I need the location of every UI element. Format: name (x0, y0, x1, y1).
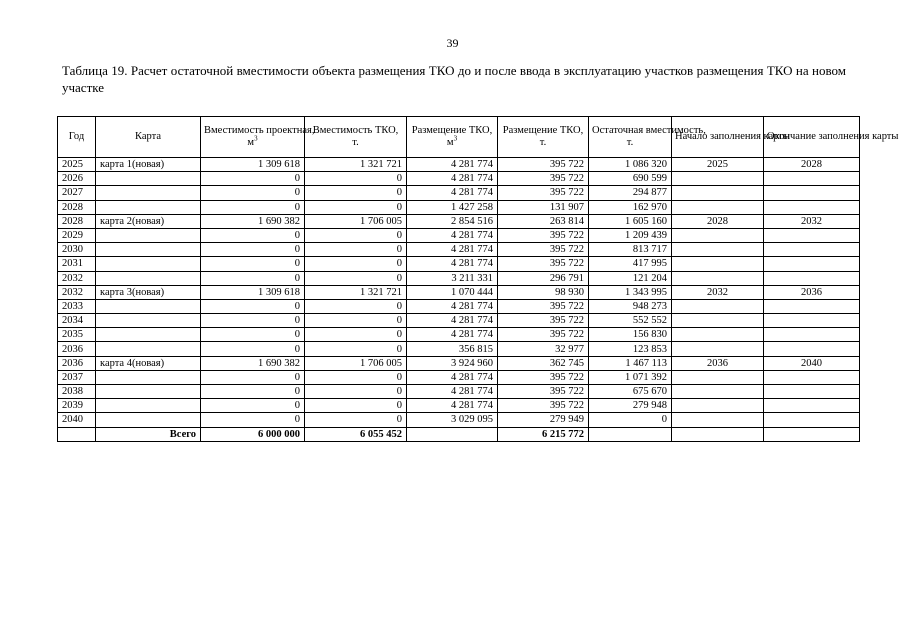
fill-end-cell (764, 200, 860, 214)
fill-end-cell: 2028 (764, 158, 860, 172)
fill-start-cell (672, 314, 764, 328)
design-capacity-cell: 1 309 618 (201, 285, 305, 299)
fill-start-cell (672, 228, 764, 242)
fill-end-cell: 2040 (764, 356, 860, 370)
table-row (58, 158, 860, 172)
total-placement-t-cell: 6 215 772 (498, 427, 589, 441)
table-row (58, 385, 860, 399)
fill-start-cell (672, 257, 764, 271)
design-capacity-cell: 0 (201, 399, 305, 413)
table-row (58, 243, 860, 257)
placement-m3-cell: 356 815 (407, 342, 498, 356)
placement-m3-cell: 4 281 774 (407, 314, 498, 328)
fill-end-cell (764, 186, 860, 200)
placement-m3-cell: 1 070 444 (407, 285, 498, 299)
table-row (58, 314, 860, 328)
residual-capacity-cell: 813 717 (589, 243, 672, 257)
placement-t-cell: 395 722 (498, 172, 589, 186)
year-cell: 2028 (58, 200, 96, 214)
fill-end-cell: 2032 (764, 214, 860, 228)
table-row (58, 399, 860, 413)
placement-t-cell: 395 722 (498, 370, 589, 384)
fill-start-cell: 2036 (672, 356, 764, 370)
year-cell: 2034 (58, 314, 96, 328)
tko-capacity-cell: 0 (305, 172, 407, 186)
placement-m3-cell: 4 281 774 (407, 370, 498, 384)
residual-capacity-cell: 552 552 (589, 314, 672, 328)
table-row (58, 285, 860, 299)
card-cell (96, 257, 201, 271)
placement-m3-cell: 4 281 774 (407, 243, 498, 257)
card-cell (96, 314, 201, 328)
placement-m3-cell: 4 281 774 (407, 385, 498, 399)
year-cell: 2030 (58, 243, 96, 257)
placement-t-cell: 395 722 (498, 299, 589, 313)
tko-capacity-cell: 0 (305, 271, 407, 285)
card-cell (96, 370, 201, 384)
year-cell: 2036 (58, 342, 96, 356)
fill-start-cell: 2028 (672, 214, 764, 228)
tko-capacity-cell: 0 (305, 228, 407, 242)
tko-capacity-cell: 0 (305, 200, 407, 214)
col-header-fill-end: Окончание заполнения карты (764, 117, 860, 158)
placement-t-cell: 395 722 (498, 328, 589, 342)
table-row (58, 257, 860, 271)
fill-end-cell (764, 385, 860, 399)
design-capacity-cell: 0 (201, 413, 305, 427)
fill-end-cell (764, 342, 860, 356)
tko-capacity-cell: 0 (305, 385, 407, 399)
tko-capacity-cell: 0 (305, 186, 407, 200)
design-capacity-cell: 0 (201, 228, 305, 242)
placement-t-cell: 395 722 (498, 186, 589, 200)
design-capacity-cell: 0 (201, 385, 305, 399)
residual-capacity-cell: 690 599 (589, 172, 672, 186)
table-row (58, 214, 860, 228)
page-number: 39 (446, 36, 459, 50)
design-capacity-cell: 0 (201, 271, 305, 285)
year-cell: 2039 (58, 399, 96, 413)
col-header-placement-t: Размещение ТКО, т. (498, 117, 589, 158)
tko-capacity-cell: 1 706 005 (305, 356, 407, 370)
placement-m3-cell: 4 281 774 (407, 186, 498, 200)
fill-end-cell (764, 314, 860, 328)
residual-capacity-cell: 1 071 392 (589, 370, 672, 384)
card-cell (96, 243, 201, 257)
design-capacity-cell: 0 (201, 172, 305, 186)
placement-t-cell: 395 722 (498, 228, 589, 242)
residual-capacity-cell: 156 830 (589, 328, 672, 342)
design-capacity-cell: 0 (201, 257, 305, 271)
header-row (58, 117, 860, 158)
placement-t-cell: 279 949 (498, 413, 589, 427)
placement-m3-cell: 1 427 258 (407, 200, 498, 214)
tko-capacity-cell: 0 (305, 328, 407, 342)
placement-t-cell: 395 722 (498, 314, 589, 328)
year-cell: 2029 (58, 228, 96, 242)
fill-end-cell (764, 299, 860, 313)
fill-end-cell (764, 228, 860, 242)
card-cell (96, 342, 201, 356)
card-cell (96, 200, 201, 214)
year-cell: 2025 (58, 158, 96, 172)
year-cell: 2031 (58, 257, 96, 271)
total-card-cell: Всего (96, 427, 201, 441)
table-row (58, 356, 860, 370)
capacity-table (57, 116, 899, 442)
fill-start-cell (672, 328, 764, 342)
placement-m3-cell: 3 211 331 (407, 271, 498, 285)
tko-capacity-cell: 0 (305, 299, 407, 313)
tko-capacity-cell: 1 321 721 (305, 158, 407, 172)
tko-capacity-cell: 0 (305, 257, 407, 271)
residual-capacity-cell: 294 877 (589, 186, 672, 200)
card-cell (96, 186, 201, 200)
fill-start-cell (672, 370, 764, 384)
fill-start-cell (672, 186, 764, 200)
year-cell: 2026 (58, 172, 96, 186)
card-cell (96, 172, 201, 186)
residual-capacity-cell: 948 273 (589, 299, 672, 313)
fill-start-cell (672, 243, 764, 257)
card-cell: карта 1(новая) (96, 158, 201, 172)
year-cell: 2028 (58, 214, 96, 228)
fill-end-cell (764, 399, 860, 413)
residual-capacity-cell: 1 086 320 (589, 158, 672, 172)
residual-capacity-cell: 675 670 (589, 385, 672, 399)
card-cell (96, 228, 201, 242)
card-cell (96, 299, 201, 313)
residual-capacity-cell: 121 204 (589, 271, 672, 285)
year-cell: 2035 (58, 328, 96, 342)
col-header-fill-start: Начало заполнения карты (672, 117, 764, 158)
table-row (58, 370, 860, 384)
fill-start-cell (672, 299, 764, 313)
card-cell (96, 328, 201, 342)
fill-end-cell (764, 328, 860, 342)
residual-capacity-cell: 1 605 160 (589, 214, 672, 228)
design-capacity-cell: 0 (201, 200, 305, 214)
placement-m3-cell: 4 281 774 (407, 328, 498, 342)
placement-t-cell: 395 722 (498, 385, 589, 399)
design-capacity-cell: 0 (201, 314, 305, 328)
placement-t-cell: 32 977 (498, 342, 589, 356)
tko-capacity-cell: 0 (305, 413, 407, 427)
placement-m3-cell: 4 281 774 (407, 228, 498, 242)
table-row (58, 228, 860, 242)
total-row (58, 427, 860, 441)
col-header-tko-capacity: Вместимость ТКО, т. (305, 117, 407, 158)
table-row (58, 186, 860, 200)
placement-m3-cell: 4 281 774 (407, 299, 498, 313)
col-header-placement-m3: Размещение ТКО, $м^3$ (407, 117, 498, 158)
residual-capacity-cell: 1 209 439 (589, 228, 672, 242)
residual-capacity-cell: 1 343 995 (589, 285, 672, 299)
col-header-design-capacity: Вместимость проектная, $м^3$ (201, 117, 305, 158)
placement-t-cell: 131 907 (498, 200, 589, 214)
year-cell: 2040 (58, 413, 96, 427)
design-capacity-cell: 0 (201, 370, 305, 384)
col-header-card: Карта (96, 117, 201, 158)
fill-end-cell (764, 172, 860, 186)
fill-start-cell (672, 342, 764, 356)
placement-t-cell: 296 791 (498, 271, 589, 285)
fill-start-cell (672, 413, 764, 427)
fill-start-cell (672, 399, 764, 413)
design-capacity-cell: 1 690 382 (201, 356, 305, 370)
tko-capacity-cell: 1 321 721 (305, 285, 407, 299)
fill-start-cell: 2032 (672, 285, 764, 299)
design-capacity-cell: 0 (201, 342, 305, 356)
total-design-capacity-cell: 6 000 000 (201, 427, 305, 441)
placement-m3-cell: 2 854 516 (407, 214, 498, 228)
table-caption: Таблица 19. Расчет остаточной вместимости объекта размещения ТКО до и после ввода в эксплуатацию участков размещения ТКО на новом участке (62, 63, 846, 95)
placement-m3-cell: 4 281 774 (407, 172, 498, 186)
design-capacity-cell: 0 (201, 186, 305, 200)
table-row (58, 413, 860, 427)
total-residual-capacity-cell (589, 427, 672, 441)
residual-capacity-cell: 1 467 113 (589, 356, 672, 370)
fill-end-cell: 2036 (764, 285, 860, 299)
tko-capacity-cell: 0 (305, 399, 407, 413)
year-cell: 2027 (58, 186, 96, 200)
card-cell: карта 4(новая) (96, 356, 201, 370)
placement-t-cell: 98 930 (498, 285, 589, 299)
total-fill-start-cell (672, 427, 764, 441)
placement-m3-cell: 4 281 774 (407, 399, 498, 413)
fill-end-cell (764, 413, 860, 427)
card-cell (96, 271, 201, 285)
year-cell: 2038 (58, 385, 96, 399)
residual-capacity-cell: 0 (589, 413, 672, 427)
design-capacity-cell: 0 (201, 328, 305, 342)
table-row (58, 172, 860, 186)
card-cell: карта 3(новая) (96, 285, 201, 299)
total-placement-m3-cell (407, 427, 498, 441)
fill-start-cell (672, 271, 764, 285)
placement-t-cell: 395 722 (498, 399, 589, 413)
fill-end-cell (764, 243, 860, 257)
card-cell: карта 2(новая) (96, 214, 201, 228)
table-row (58, 328, 860, 342)
total-year-cell (58, 427, 96, 441)
fill-start-cell: 2025 (672, 158, 764, 172)
placement-t-cell: 395 722 (498, 158, 589, 172)
design-capacity-cell: 1 690 382 (201, 214, 305, 228)
table-row (58, 271, 860, 285)
placement-m3-cell: 3 029 095 (407, 413, 498, 427)
table-row (58, 342, 860, 356)
placement-t-cell: 395 722 (498, 243, 589, 257)
col-header-residual-capacity: Остаточная вместимость, т. (589, 117, 672, 158)
placement-m3-cell: 3 924 960 (407, 356, 498, 370)
card-cell (96, 413, 201, 427)
placement-m3-cell: 4 281 774 (407, 257, 498, 271)
table-row (58, 299, 860, 313)
placement-t-cell: 395 722 (498, 257, 589, 271)
placement-m3-cell: 4 281 774 (407, 158, 498, 172)
year-cell: 2036 (58, 356, 96, 370)
tko-capacity-cell: 1 706 005 (305, 214, 407, 228)
tko-capacity-cell: 0 (305, 342, 407, 356)
placement-t-cell: 362 745 (498, 356, 589, 370)
design-capacity-cell: 1 309 618 (201, 158, 305, 172)
design-capacity-cell: 0 (201, 243, 305, 257)
year-cell: 2033 (58, 299, 96, 313)
residual-capacity-cell: 162 970 (589, 200, 672, 214)
fill-start-cell (672, 172, 764, 186)
table-row (58, 200, 860, 214)
total-fill-end-cell (764, 427, 860, 441)
year-cell: 2032 (58, 271, 96, 285)
design-capacity-cell: 0 (201, 299, 305, 313)
card-cell (96, 385, 201, 399)
fill-end-cell (764, 257, 860, 271)
total-tko-capacity-cell: 6 055 452 (305, 427, 407, 441)
tko-capacity-cell: 0 (305, 314, 407, 328)
residual-capacity-cell: 123 853 (589, 342, 672, 356)
year-cell: 2037 (58, 370, 96, 384)
fill-end-cell (764, 271, 860, 285)
tko-capacity-cell: 0 (305, 370, 407, 384)
year-cell: 2032 (58, 285, 96, 299)
fill-start-cell (672, 385, 764, 399)
residual-capacity-cell: 417 995 (589, 257, 672, 271)
placement-t-cell: 263 814 (498, 214, 589, 228)
fill-end-cell (764, 370, 860, 384)
card-cell (96, 399, 201, 413)
fill-start-cell (672, 200, 764, 214)
col-header-year: Год (58, 117, 96, 158)
tko-capacity-cell: 0 (305, 243, 407, 257)
residual-capacity-cell: 279 948 (589, 399, 672, 413)
